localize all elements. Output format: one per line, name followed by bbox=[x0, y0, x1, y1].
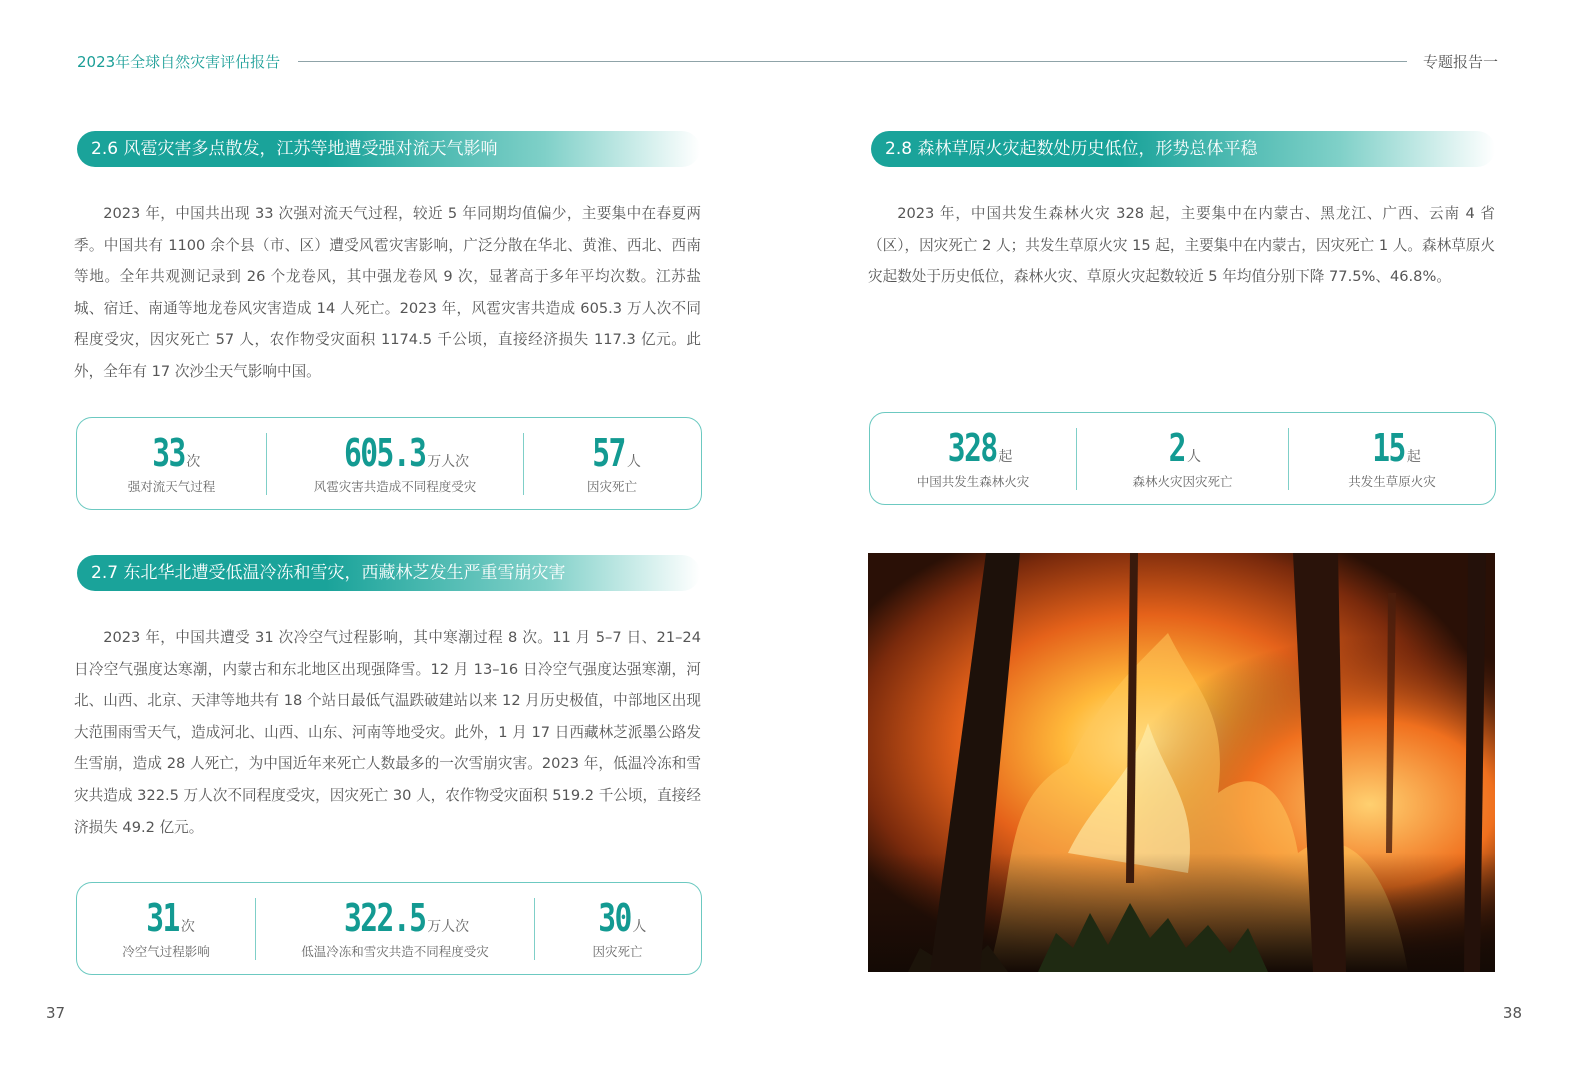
section-2-8-heading: 2.8 森林草原火灾起数处历史低位，形势总体平稳 bbox=[871, 131, 1495, 167]
page-number-right: 38 bbox=[1502, 1004, 1522, 1022]
stat-label: 因灾死亡 bbox=[592, 943, 643, 959]
section-2-7-stats bbox=[76, 882, 702, 975]
stat-label: 强对流天气过程 bbox=[127, 478, 216, 494]
section-2-6-heading: 2.6 风雹灾害多点散发，江苏等地遭受强对流天气影响 bbox=[77, 131, 700, 167]
stat-cold-air-count bbox=[77, 895, 255, 960]
stat-label: 中国共发生森林火灾 bbox=[916, 473, 1030, 489]
section-label: 专题报告一 bbox=[1422, 53, 1498, 71]
stat-label: 冷空气过程影响 bbox=[122, 943, 210, 959]
stat-cold-affected bbox=[256, 895, 534, 960]
stat-unit: 人 bbox=[632, 918, 647, 935]
stat-hail-deaths bbox=[524, 430, 700, 495]
page-number-left: 37 bbox=[46, 1004, 66, 1022]
stat-value: 30 bbox=[597, 895, 631, 940]
stat-forest-fires bbox=[870, 425, 1076, 490]
stat-unit: 起 bbox=[1406, 448, 1421, 465]
stat-value: 15 bbox=[1372, 425, 1405, 470]
stat-unit: 次 bbox=[180, 918, 195, 935]
stat-value: 57 bbox=[592, 430, 625, 475]
stat-label: 森林火灾因灾死亡 bbox=[1132, 473, 1233, 489]
section-2-7-heading: 2.7 东北华北遭受低温冷冻和雪灾，西藏林芝发生严重雪崩灾害 bbox=[77, 555, 700, 591]
stat-label: 低温冷冻和雪灾共造不同程度受灾 bbox=[301, 943, 489, 959]
stat-unit: 起 bbox=[998, 448, 1013, 465]
stat-unit: 万人次 bbox=[427, 918, 470, 935]
stat-unit: 次 bbox=[186, 453, 201, 470]
section-2-6-stats bbox=[76, 417, 702, 510]
stat-forest-fire-deaths bbox=[1077, 425, 1288, 490]
stat-unit: 人 bbox=[1186, 448, 1201, 465]
section-2-8-stats bbox=[869, 412, 1496, 505]
report-title: 2023年全球自然灾害评估报告 bbox=[77, 53, 281, 71]
stat-unit: 人 bbox=[626, 453, 641, 470]
section-2-8-body: 2023 年，中国共发生森林火灾 328 起，主要集中在内蒙古、黑龙江、广西、云南 4 省（区），因灾死亡 2 人；共发生草原火灾 15 起，主要集中在内蒙古，因灾死亡 1 人。森林草原火灾起数处于历史低位，森林火灾、草原火灾起数较近 5 年均值分别下降 77.5%、46.8%。 bbox=[868, 205, 1495, 286]
stat-convective-count bbox=[77, 430, 266, 495]
stat-label: 风雹灾害共造成不同程度受灾 bbox=[313, 478, 477, 494]
stat-value: 2 bbox=[1168, 425, 1185, 470]
forest-fire-photo bbox=[868, 553, 1495, 972]
header-divider bbox=[298, 61, 1407, 62]
stat-unit: 万人次 bbox=[427, 453, 470, 470]
section-2-6-body: 2023 年，中国共出现 33 次强对流天气过程，较近 5 年同期均值偏少，主要集中在春夏两季。中国共有 1100 余个县（市、区）遭受风雹灾害影响，广泛分散在华北、黄淮、西北、西南等地。全年共观测记录到 26 个龙卷风，其中强龙卷风 9 次，显著高于多年平均次数。江苏盐城、宿迁、南通等地龙卷风灾害造成 14 人死亡。2023 年，风雹灾害共造成 605.3 万人次不同程度受灾，因灾死亡 57 人，农作物受灾面积 1174.5 千公顷，直接经济损失 117.3 亿元。此外，全年有 17 次沙尘天气影响中国。 bbox=[74, 205, 701, 380]
stat-value: 31 bbox=[146, 895, 179, 940]
stat-value: 322.5 bbox=[343, 895, 426, 940]
stat-cold-deaths bbox=[535, 895, 700, 960]
stat-value: 328 bbox=[947, 425, 997, 470]
stat-value: 33 bbox=[151, 430, 185, 475]
stat-label: 共发生草原火灾 bbox=[1348, 473, 1436, 489]
stat-value: 605.3 bbox=[343, 430, 426, 475]
section-2-7-body: 2023 年，中国共遭受 31 次冷空气过程影响，其中寒潮过程 8 次。11 月 5–7 日、21–24 日冷空气强度达寒潮，内蒙古和东北地区出现强降雪。12 月 13–16 日冷空气强度达强寒潮，河北、山西、北京、天津等地共有 18 个站日最低气温跌破建站以来 12 月历史极值，中部地区出现大范围雨雪天气，造成河北、山西、山东、河南等地受灾。此外，1 月 17 日西藏林芝派墨公路发生雪崩，造成 28 人死亡，为中国近年来死亡人数最多的一次雪崩灾害。2023 年，低温冷冻和雪灾共造成 322.5 万人次不同程度受灾，因灾死亡 30 人，农作物受灾面积 519.2 千公顷，直接经济损失 49.2 亿元。 bbox=[74, 629, 701, 836]
stat-label: 因灾死亡 bbox=[586, 478, 637, 494]
stat-hail-affected bbox=[267, 430, 523, 495]
stat-grassland-fires bbox=[1289, 425, 1495, 490]
